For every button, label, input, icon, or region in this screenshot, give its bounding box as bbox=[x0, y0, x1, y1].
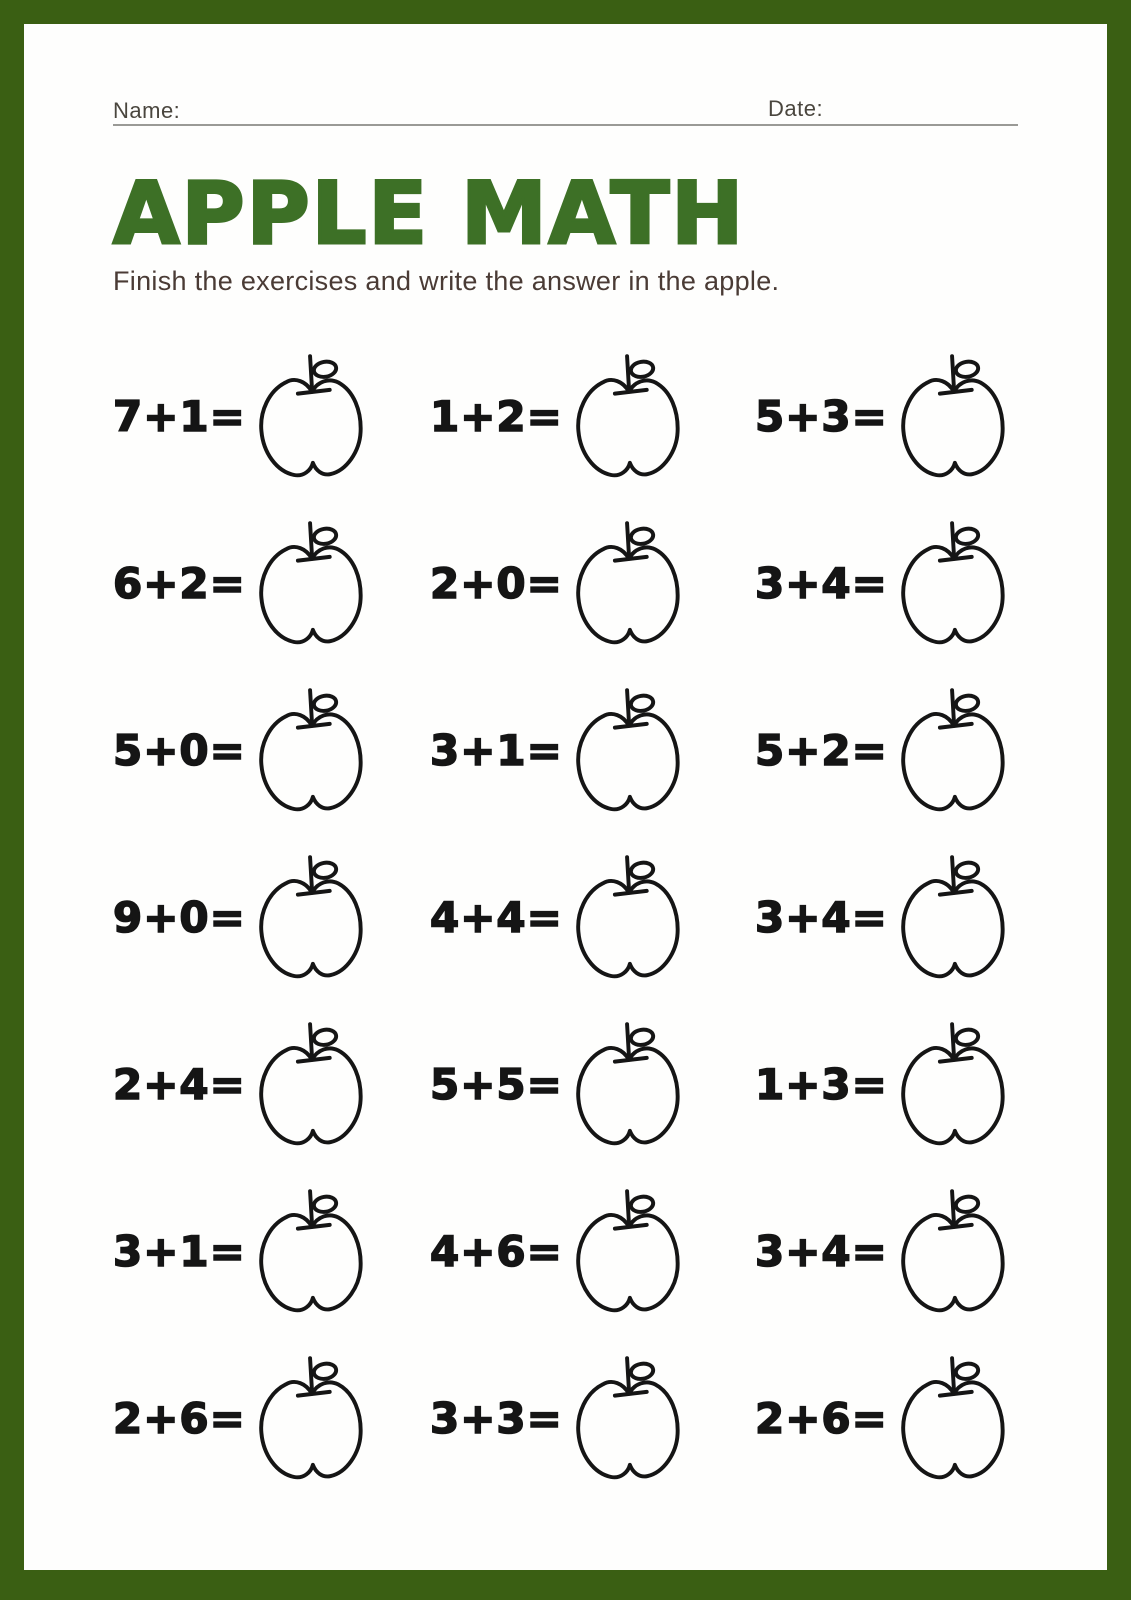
apple-answer-outline-icon bbox=[253, 849, 369, 987]
equation-label: 5+0= bbox=[113, 726, 246, 776]
apple-answer-outline-icon bbox=[895, 682, 1011, 820]
worksheet-content bbox=[24, 24, 1107, 1502]
problem-cell bbox=[113, 834, 430, 1001]
apple-answer-outline-icon bbox=[253, 682, 369, 820]
problem-cell bbox=[755, 1001, 1107, 1168]
equation-label: 2+6= bbox=[755, 1394, 888, 1444]
equation-label: 6+2= bbox=[113, 559, 246, 609]
equation-label: 3+4= bbox=[755, 1227, 888, 1277]
apple-answer-outline-icon bbox=[895, 348, 1011, 486]
equation-label: 4+6= bbox=[430, 1227, 563, 1277]
equation-label: 7+1= bbox=[113, 392, 246, 442]
apple-answer-outline-icon bbox=[895, 849, 1011, 987]
apple-answer-outline-icon bbox=[895, 1183, 1011, 1321]
apple-answer-outline-icon bbox=[570, 515, 686, 653]
instructions-text: Finish the exercises and write the answer in the apple. bbox=[113, 266, 780, 297]
equation-label: 1+2= bbox=[430, 392, 563, 442]
equation-label: 3+1= bbox=[430, 726, 563, 776]
date-label: Date: bbox=[768, 96, 824, 121]
apple-answer-outline-icon bbox=[253, 1350, 369, 1488]
page-title: APPLE MATH bbox=[113, 164, 746, 264]
apple-answer-outline-icon bbox=[253, 348, 369, 486]
problem-cell bbox=[755, 834, 1107, 1001]
problem-cell bbox=[430, 1335, 755, 1502]
apple-answer-outline-icon bbox=[570, 682, 686, 820]
equation-label: 4+4= bbox=[430, 893, 563, 943]
problem-cell bbox=[430, 834, 755, 1001]
problem-cell bbox=[430, 333, 755, 500]
problem-cell bbox=[113, 1001, 430, 1168]
equation-label: 9+0= bbox=[113, 893, 246, 943]
equation-label: 3+4= bbox=[755, 559, 888, 609]
problem-cell bbox=[113, 333, 430, 500]
apple-answer-outline-icon bbox=[895, 1350, 1011, 1488]
name-date-header bbox=[113, 24, 1018, 126]
problems-grid bbox=[113, 333, 1107, 1502]
equation-label: 2+4= bbox=[113, 1060, 246, 1110]
equation-label: 5+2= bbox=[755, 726, 888, 776]
problem-cell bbox=[113, 1168, 430, 1335]
equation-label: 3+3= bbox=[430, 1394, 563, 1444]
apple-answer-outline-icon bbox=[570, 1016, 686, 1154]
problem-cell bbox=[755, 1168, 1107, 1335]
problem-cell bbox=[755, 333, 1107, 500]
equation-label: 5+3= bbox=[755, 392, 888, 442]
apple-answer-outline-icon bbox=[570, 1183, 686, 1321]
problem-cell bbox=[113, 1335, 430, 1502]
apple-answer-outline-icon bbox=[570, 1350, 686, 1488]
problem-cell bbox=[430, 667, 755, 834]
problem-cell bbox=[113, 500, 430, 667]
equation-label: 3+1= bbox=[113, 1227, 246, 1277]
problem-cell bbox=[430, 1001, 755, 1168]
equation-label: 1+3= bbox=[755, 1060, 888, 1110]
problem-cell bbox=[755, 1335, 1107, 1502]
equation-label: 3+4= bbox=[755, 893, 888, 943]
equation-label: 5+5= bbox=[430, 1060, 563, 1110]
apple-answer-outline-icon bbox=[253, 1183, 369, 1321]
problem-cell bbox=[430, 500, 755, 667]
equation-label: 2+6= bbox=[113, 1394, 246, 1444]
apple-answer-outline-icon bbox=[253, 1016, 369, 1154]
problem-cell bbox=[113, 667, 430, 834]
problem-cell bbox=[755, 667, 1107, 834]
problem-cell bbox=[430, 1168, 755, 1335]
equation-label: 2+0= bbox=[430, 559, 563, 609]
apple-answer-outline-icon bbox=[253, 515, 369, 653]
apple-answer-outline-icon bbox=[895, 515, 1011, 653]
name-label: Name: bbox=[113, 98, 181, 123]
apple-answer-outline-icon bbox=[570, 849, 686, 987]
apple-answer-outline-icon bbox=[895, 1016, 1011, 1154]
apple-answer-outline-icon bbox=[570, 348, 686, 486]
problem-cell bbox=[755, 500, 1107, 667]
